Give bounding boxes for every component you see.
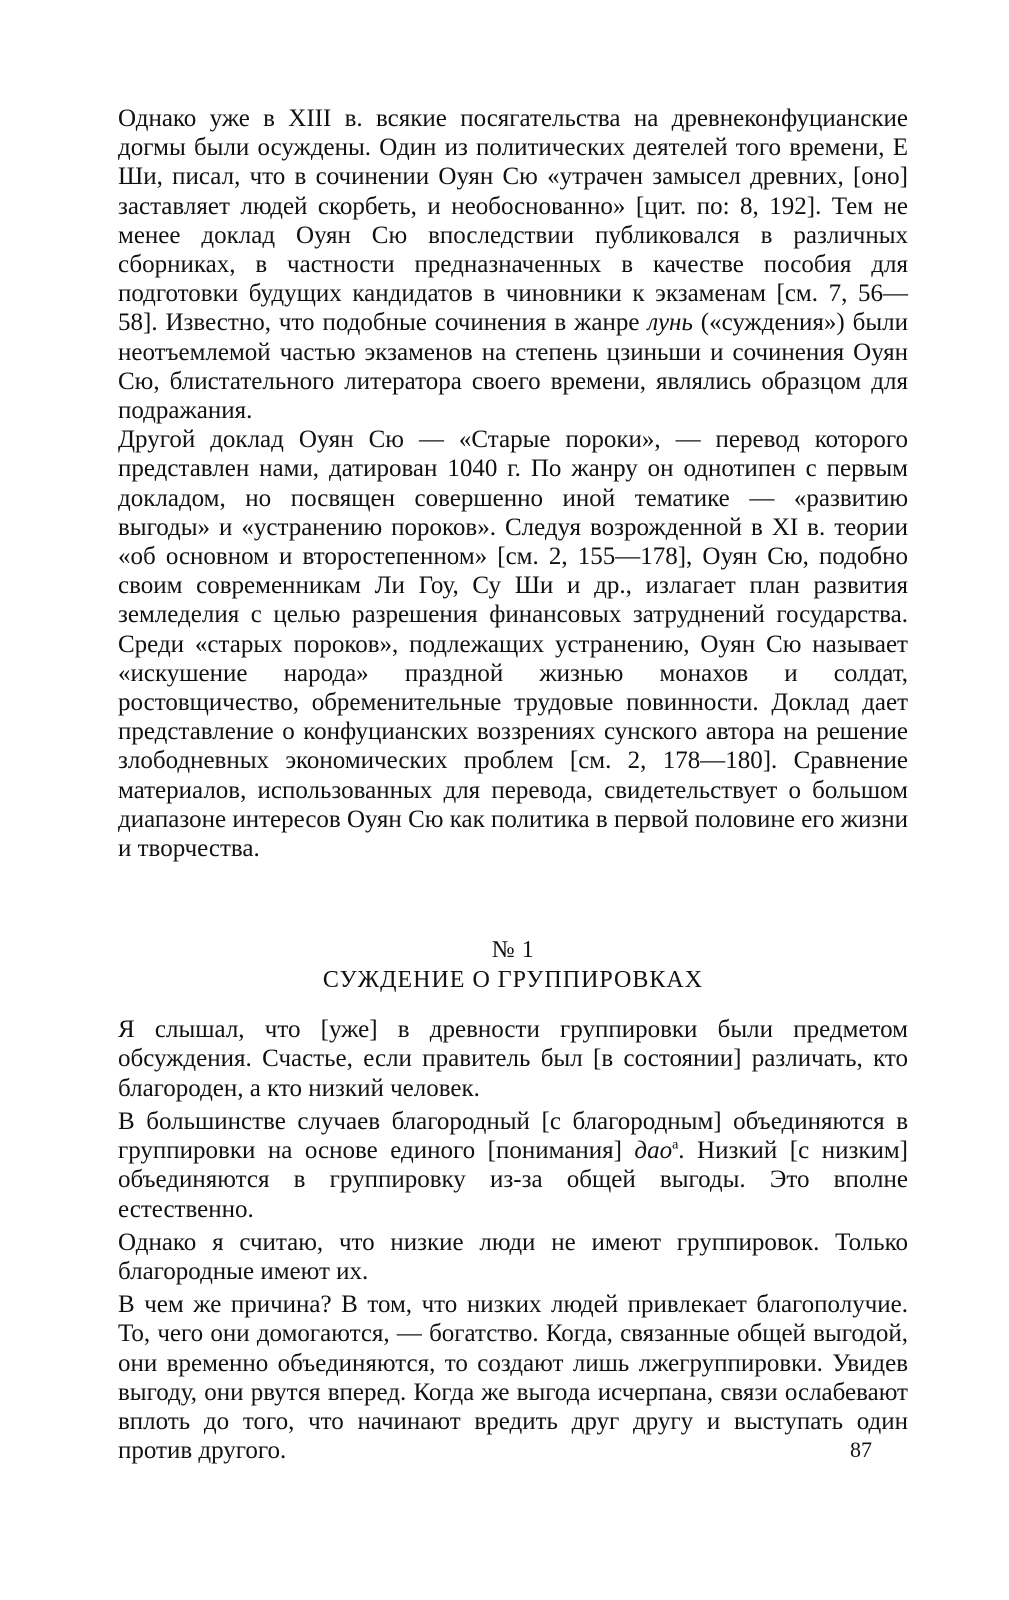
italic-term: лунь xyxy=(647,309,693,337)
page-number: 87 xyxy=(850,1437,872,1462)
intro-paragraph-1: Однако уже в XIII в. всякие посягательства на древнеконфуцианские догмы были осуждены. Один из политических деятелей того времени, Е Ши, писал, что в сочинении Оуян Сю «утрачен замысел древних, [оно] заставляет людей скорбеть, и необоснованно» [цит. по: 8, 192]. Тем не менее доклад Оуян Сю впоследствии публиковался в различных сборниках, в частности предназначенных в качестве пособия для подготовки будущих кандидатов в чиновники к экзаменам [см. 7, 56—58]. Известно, что подобные сочинения в жанре лунь («суждения») были неотъемлемой частью экзаменов на степень цзиньши и сочинения Оуян Сю, блистательного литератора своего времени, являлись образцом для подражания. xyxy=(118,105,908,425)
page-content xyxy=(118,104,908,1465)
text-paragraph-2: В большинстве случаев благородный [с благородным] объединяются в группировки на основе единого [понимания] дао$^а$. Низкий [с низким] объединяются в группировку из-за общей выгоды. Это вполне естественно. xyxy=(118,1107,909,1223)
footnote-marker: а xyxy=(672,1137,679,1153)
text-paragraph-4: В чем же причина? В том, что низких людей привлекает благополучие. То, чего они домогаются, — богатство. Когда, связанные общей выгодой, они временно объединяются, то создают лишь лжегруппировки. Увидев выгоду, они рвутся вперед. Когда же выгода исчерпана, связи ослабевают вплоть до того, что начинают вредить друг другу и выступать один против другого. xyxy=(118,1291,908,1465)
text-paragraph-3: Однако я считаю, что низкие люди не имеют группировок. Только благородные имеют их. xyxy=(118,1228,908,1285)
intro-paragraph-2: Другой доклад Оуян Сю — «Старые пороки», — перевод которого представлен нами, датирован 1040 г. По жанру он однотипен с первым докладом, но посвящен совершенно иной тематике — «развитию выгоды» и «устранению пороков». Следуя возрожденной в XI в. теории «об основном и второстепенном» [см. 2, 155—178], Оуян Сю, подобно своим современникам Ли Гоу, Су Ши и др., излагает план развития земледелия с целью разрешения финансовых затруднений государства. Среди «старых пороков», подлежащих устранению, Оуян Сю называет «искушение народа» праздной жизнью монахов и солдат, ростовщичество, обременительные трудовые повинности. Доклад дает представление о конфуцианских воззрениях сунского автора на решение злободневных экономических проблем [см. 2, 178—180]. Сравнение материалов, использованных для перевода, свидетельствует о большом диапазоне интересов Оуян Сю как политика в первой половине его жизни и творчества. xyxy=(118,426,908,863)
italic-term: дао xyxy=(634,1137,673,1165)
text-paragraph-1: Я слышал, что [уже] в древности группировки были предметом обсуждения. Счастье, если правитель был [в состоянии] различать, кто благороден, а кто низкий человек. xyxy=(118,1016,908,1102)
spacer xyxy=(118,995,908,1015)
section-title: СУЖДЕНИЕ О ГРУППИРОВКАХ xyxy=(322,967,704,994)
spacer xyxy=(118,863,908,935)
section-number: № 1 xyxy=(491,937,535,964)
